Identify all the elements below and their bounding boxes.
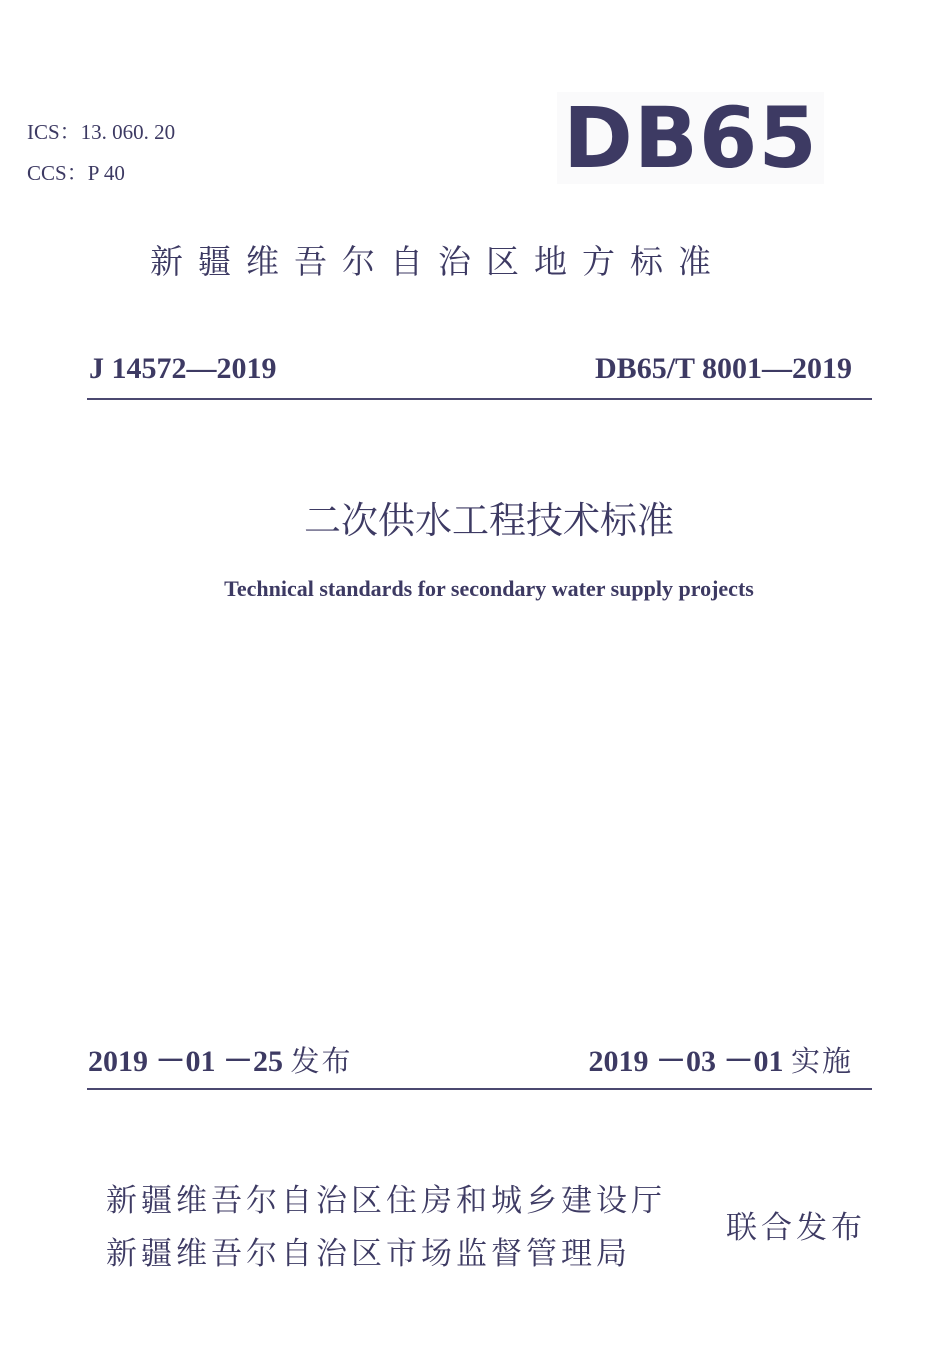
- issue-date-line: [88, 1042, 353, 1081]
- record-number: J 14572—2019: [89, 352, 277, 385]
- implementation-label: 实施: [790, 1044, 853, 1078]
- logo-text: DB65: [563, 89, 818, 187]
- title-chinese: 二次供水工程技术标准: [304, 499, 674, 542]
- standard-number: DB65/T 8001—2019: [595, 352, 852, 385]
- implementation-date: 2019 －03 －01: [588, 1045, 784, 1078]
- issue-date: 2019 －01 －25: [88, 1045, 283, 1078]
- ccs-code: CCS：P 40: [27, 161, 125, 185]
- issuer-market-regulation-bureau: 新疆维吾尔自治区市场监督管理局: [106, 1236, 631, 1272]
- title-english: Technical standards for secondary water supply projects: [224, 576, 754, 601]
- header-divider: [87, 398, 872, 400]
- joint-release-label: 联合发布: [726, 1210, 866, 1246]
- issuer-housing-department: 新疆维吾尔自治区住房和城乡建设厅: [106, 1183, 666, 1219]
- issue-label: 发布: [290, 1044, 353, 1078]
- standard-category: 新疆维吾尔自治区地方标准: [150, 242, 726, 281]
- dates-divider: [87, 1088, 872, 1090]
- ics-code: ICS：13. 060. 20: [27, 120, 176, 144]
- db65-logo: [557, 89, 824, 187]
- implementation-date-line: [588, 1042, 853, 1081]
